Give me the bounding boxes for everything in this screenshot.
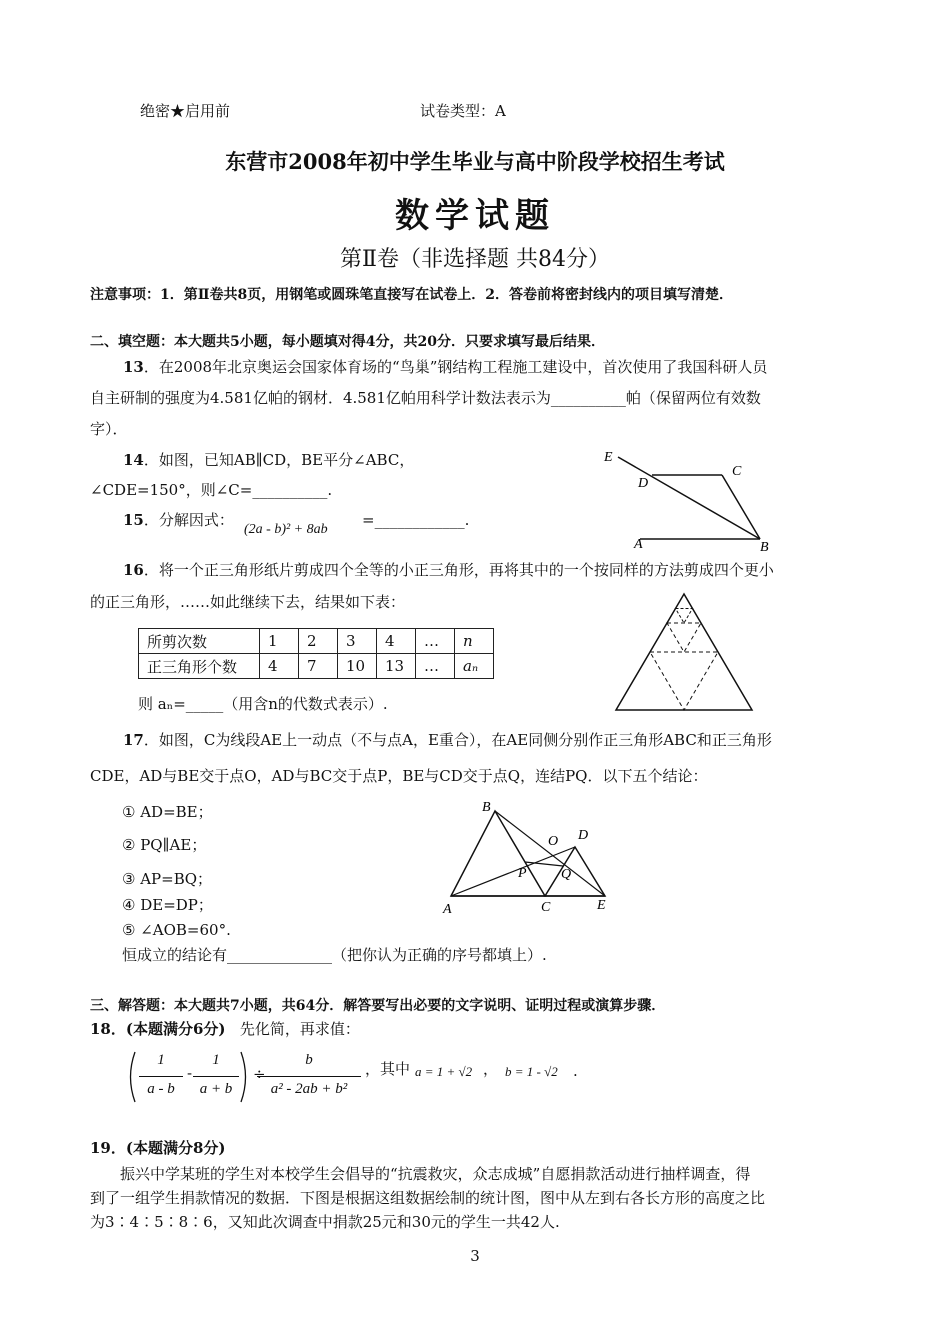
q17-item-5: ⑤ ∠AOB=60°. xyxy=(122,921,231,939)
frac1-bar xyxy=(139,1076,183,1077)
table-row xyxy=(139,654,494,679)
q14-figure xyxy=(600,445,780,555)
a-value: a = 1 + √2 xyxy=(415,1064,473,1079)
label-D: D xyxy=(638,476,649,491)
page-number: 3 xyxy=(470,1247,480,1265)
q17-line2: CDE，AD与BE交于点O，AD与BC交于点P，BE与CD交于点Q，连结PQ．以下五个结论： xyxy=(90,767,708,785)
label-Q: Q xyxy=(561,867,572,882)
q15-line: 15．分解因式： xyxy=(123,511,234,529)
line-AD xyxy=(451,847,575,896)
table-cell: … xyxy=(416,629,455,654)
q16-answer: 则 aₙ=_____（用含n的代数式表示）. xyxy=(138,695,388,713)
label-C: C xyxy=(732,464,742,479)
subject-title: 数学试题 xyxy=(395,196,555,236)
q17-answer: 恒成立的结论有______________（把你认为正确的序号都填上）. xyxy=(122,946,547,964)
q17-line1: 17．如图，C为线段AE上一动点（不与点A，E重合），在AE同侧分别作正三角形ABC和正三角形 xyxy=(123,731,772,749)
table-cell: 10 xyxy=(338,654,377,679)
q19-head: 19．(本题满分8分) xyxy=(90,1139,226,1157)
q15-number: 15 xyxy=(123,511,144,529)
q17-figure xyxy=(435,795,625,920)
notice: 注意事项：1．第Ⅱ卷共8页，用钢笔或圆珠笔直接写在试卷上．2．答卷前将密封线内的项目填写清楚． xyxy=(90,287,734,303)
q14-number: 14 xyxy=(123,451,144,469)
section2-title: 二、填空题：本大题共5小题，每小题填对得4分，共20分．只要求填写最后结果． xyxy=(90,334,605,350)
where-text: ，其中 xyxy=(365,1060,411,1078)
frac1-numerator: 1 xyxy=(157,1052,165,1068)
label-O: O xyxy=(548,834,559,849)
paper-type: 试卷类型：A xyxy=(420,102,506,120)
table-cell: 所剪次数 xyxy=(139,629,260,654)
table-cell: 7 xyxy=(299,654,338,679)
q14-line2: ∠CDE=150°，则∠C=__________. xyxy=(90,481,333,499)
q18-header: 18．(本题满分6分) 先化简，再求值： xyxy=(90,1020,360,1038)
cut-triangle-3 xyxy=(676,609,693,624)
outer-triangle xyxy=(616,594,752,710)
cut-triangle-2 xyxy=(667,623,701,652)
cut-triangle-1 xyxy=(650,652,718,710)
label-E: E xyxy=(604,450,613,465)
q17-item-3: ③ AP=BQ； xyxy=(122,870,213,888)
q18-head: 18．(本题满分6分) xyxy=(90,1020,226,1038)
frac3-denominator: a² - 2ab + b² xyxy=(270,1081,348,1097)
q16-number: 16 xyxy=(123,561,144,579)
label-E: E xyxy=(597,898,606,913)
q15-answer-blank: =____________. xyxy=(362,511,470,529)
divide-sign: ÷ xyxy=(253,1065,266,1083)
table-cell: 4 xyxy=(377,629,416,654)
q13-line2: 自主研制的强度为4.581亿帕的钢材．4.581亿帕用科学计数法表示为__________帕（保留两位有效数 xyxy=(90,389,761,407)
q15-expression: (2a - b)² + 8ab xyxy=(244,522,328,537)
table-cell: aₙ xyxy=(455,654,494,679)
frac2-denominator: a + b xyxy=(199,1081,233,1097)
q16-table xyxy=(138,628,494,679)
frac1-denominator: a - b xyxy=(147,1081,175,1097)
q14-line1: 14．如图，已知AB∥CD，BE平分∠ABC， xyxy=(123,451,415,469)
table-cell: 4 xyxy=(260,654,299,679)
q19-line3: 为3∶4∶5∶8∶6，又知此次调查中捐款25元和30元的学生一共42人. xyxy=(90,1213,560,1231)
q13-number: 13 xyxy=(123,358,144,376)
q18-formula xyxy=(125,1050,605,1106)
table-cell: 1 xyxy=(260,629,299,654)
q17-item-2: ② PQ∥AE； xyxy=(122,836,207,854)
table-cell: … xyxy=(416,654,455,679)
triangle-ABC xyxy=(451,811,545,896)
q16-line1: 16．将一个正三角形纸片剪成四个全等的小正三角形，再将其中的一个按同样的方法剪成四个更小 xyxy=(123,561,774,579)
table-cell: 13 xyxy=(377,654,416,679)
table-cell: 3 xyxy=(338,629,377,654)
q17-number: 17 xyxy=(123,731,144,749)
q19-line1: 振兴中学某班的学生对本校学生会倡导的“抗震救灾，众志成城”自愿捐款活动进行抽样调查，得 xyxy=(120,1165,751,1183)
right-paren xyxy=(239,1050,251,1104)
q16-figure xyxy=(610,590,760,715)
q13-line3: 字）． xyxy=(90,420,128,438)
section3-title: 三、解答题：本大题共7小题，共64分．解答要写出必要的文字说明、证明过程或演算步骤． xyxy=(90,998,666,1014)
q17-item-1: ① AD=BE； xyxy=(122,803,213,821)
table-cell: n xyxy=(455,629,494,654)
comma: ， xyxy=(483,1060,499,1078)
period: . xyxy=(573,1062,578,1080)
label-B: B xyxy=(482,800,491,815)
table-cell: 2 xyxy=(299,629,338,654)
label-C: C xyxy=(541,900,551,915)
label-A: A xyxy=(634,537,643,552)
secret-label: 绝密★启用前 xyxy=(140,102,231,120)
label-D: D xyxy=(578,828,589,843)
minus-sign: - xyxy=(187,1064,193,1082)
table-cell: 正三角形个数 xyxy=(139,654,260,679)
line-CB xyxy=(722,475,760,539)
table-row xyxy=(139,629,494,654)
q13-line1: 13．在2008年北京奥运会国家体育场的“鸟巢”钢结构工程施工建设中，首次使用了我国科研人员 xyxy=(123,358,768,376)
line-BE xyxy=(495,811,605,896)
frac2-bar xyxy=(193,1076,239,1077)
q19-line2: 到了一组学生捐款情况的数据．下图是根据这组数据绘制的统计图，图中从左到右各长方形的高度之比 xyxy=(90,1189,766,1207)
q17-item-4: ④ DE=DP； xyxy=(122,896,213,914)
exam-title: 东营市2008年初中学生毕业与高中阶段学校招生考试 xyxy=(225,149,725,174)
frac3-numerator: b xyxy=(305,1052,313,1068)
b-value: b = 1 - √2 xyxy=(505,1064,558,1079)
left-paren xyxy=(125,1050,137,1104)
part-title: 第Ⅱ卷（非选择题 共84分） xyxy=(340,247,610,272)
label-A: A xyxy=(443,902,452,917)
label-B: B xyxy=(760,540,769,555)
frac2-numerator: 1 xyxy=(212,1052,220,1068)
label-P: P xyxy=(518,866,527,881)
frac3-bar xyxy=(257,1076,361,1077)
q16-line2: 的正三角形，……如此继续下去，结果如下表： xyxy=(90,593,406,611)
